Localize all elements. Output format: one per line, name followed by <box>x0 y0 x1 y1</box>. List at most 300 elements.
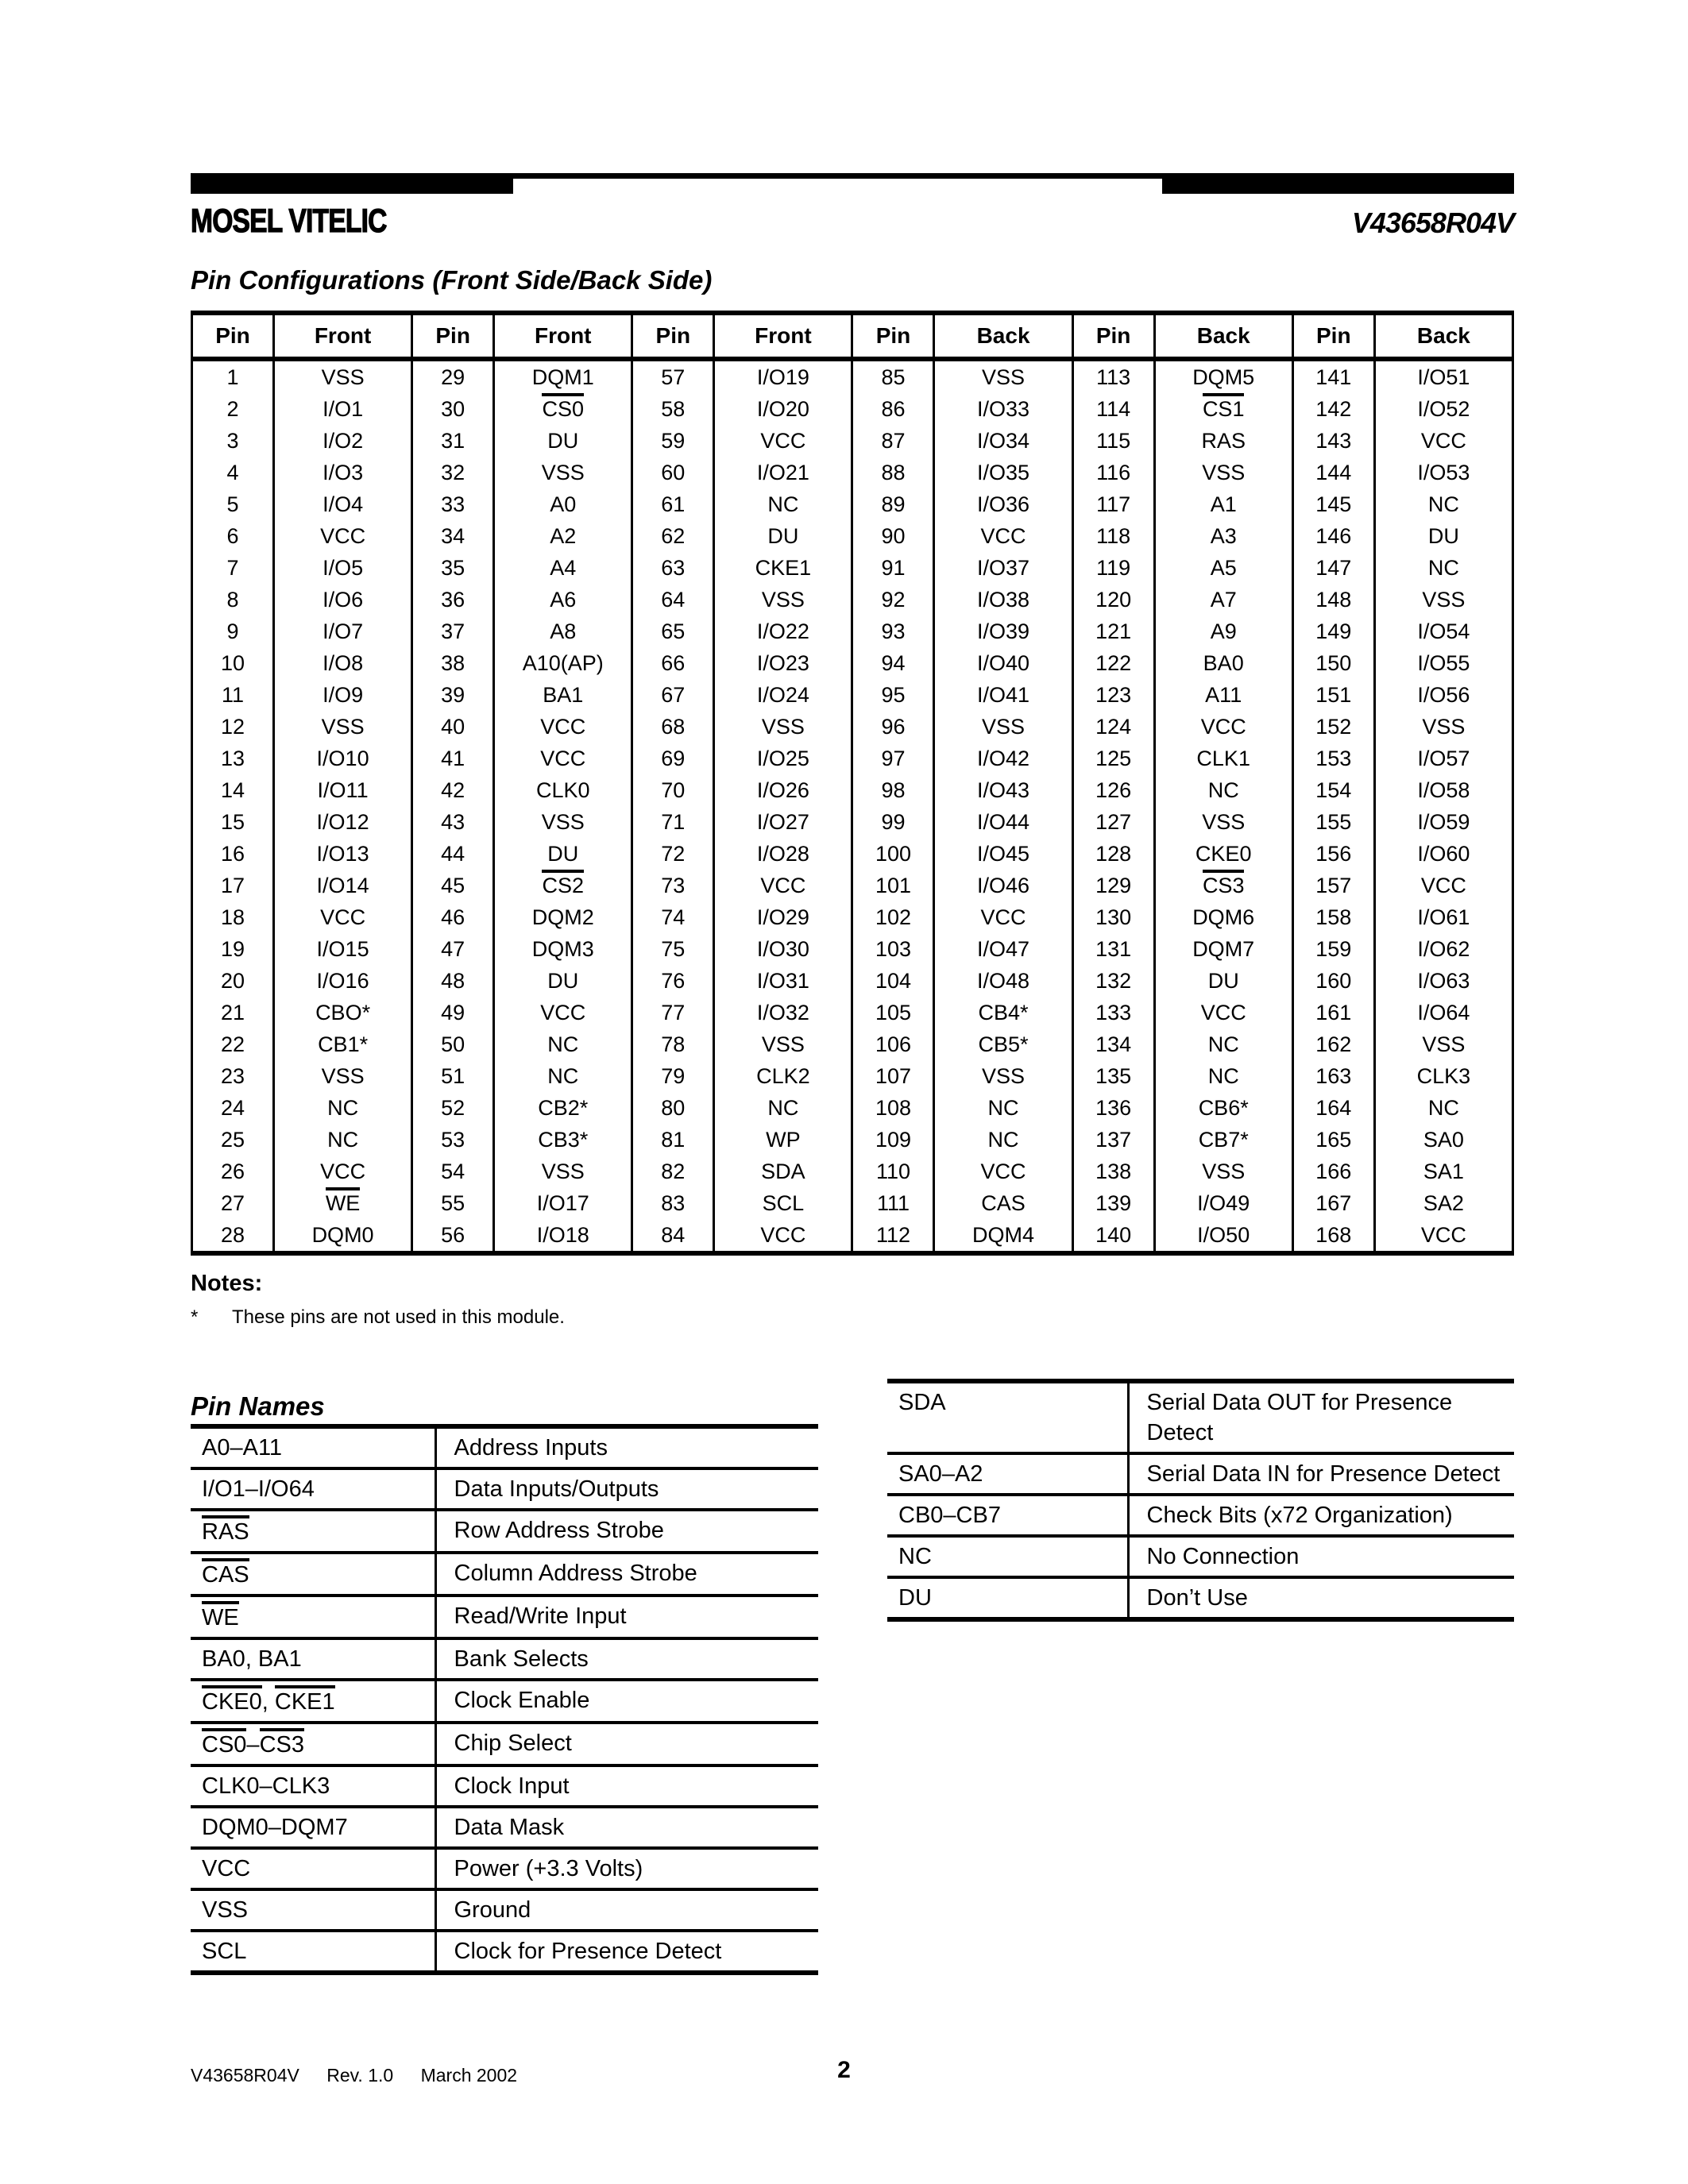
pin-number-cell: 143 <box>1292 425 1374 457</box>
pin-signal-cell: NC <box>714 488 852 520</box>
pin-number-cell: 20 <box>192 965 274 997</box>
pin-number-cell: 97 <box>852 743 934 774</box>
pin-signal-cell: DQM5 <box>1154 359 1292 393</box>
pin-number-cell: 138 <box>1072 1156 1154 1187</box>
pin-description-cell: Power (+3.3 Volts) <box>435 1848 818 1889</box>
pin-names-row <box>191 1510 818 1553</box>
pin-number-cell: 94 <box>852 647 934 679</box>
pin-signal-cell: I/O57 <box>1374 743 1512 774</box>
pin-signal-cell: NC <box>494 1060 632 1092</box>
pin-signal-cell: I/O31 <box>714 965 852 997</box>
pin-table-row <box>192 615 1513 647</box>
pin-signal-cell: A2 <box>494 520 632 552</box>
pin-number-cell: 151 <box>1292 679 1374 711</box>
pin-signal-cell: VCC <box>494 743 632 774</box>
pin-signal-cell: I/O10 <box>274 743 412 774</box>
pin-signal-cell: I/O12 <box>274 806 412 838</box>
pin-table-body <box>192 359 1513 1253</box>
pin-table-row <box>192 1124 1513 1156</box>
pin-signal-cell: RAS <box>1154 425 1292 457</box>
pin-description-cell: Clock Input <box>435 1765 818 1807</box>
pin-signal-cell: I/O42 <box>934 743 1072 774</box>
pin-number-cell: 91 <box>852 552 934 584</box>
pin-signal-cell: I/O35 <box>934 457 1072 488</box>
pin-number-cell: 108 <box>852 1092 934 1124</box>
pin-number-cell: 83 <box>632 1187 714 1219</box>
pin-signal-cell: CB6* <box>1154 1092 1292 1124</box>
pin-signal-cell: I/O19 <box>714 359 852 393</box>
pin-signal-cell: A8 <box>494 615 632 647</box>
pin-description-cell: Data Mask <box>435 1807 818 1848</box>
pin-number-cell: 137 <box>1072 1124 1154 1156</box>
pin-number-cell: 41 <box>412 743 494 774</box>
pin-signal-cell: I/O55 <box>1374 647 1512 679</box>
pin-name-cell: NC <box>887 1536 1128 1577</box>
pin-table-row <box>192 774 1513 806</box>
pin-number-cell: 102 <box>852 901 934 933</box>
pin-names-row <box>887 1495 1514 1536</box>
pin-table-row <box>192 806 1513 838</box>
pin-signal-cell: VCC <box>1374 425 1512 457</box>
pin-number-cell: 163 <box>1292 1060 1374 1092</box>
pin-table-row <box>192 1219 1513 1253</box>
top-rule-bar <box>191 173 1514 194</box>
pin-signal-cell: NC <box>1374 488 1512 520</box>
pin-number-cell: 17 <box>192 870 274 901</box>
pin-number-cell: 43 <box>412 806 494 838</box>
pin-number-cell: 23 <box>192 1060 274 1092</box>
pin-number-cell: 46 <box>412 901 494 933</box>
pin-table-row <box>192 743 1513 774</box>
pin-signal-cell: NC <box>1154 774 1292 806</box>
pin-number-cell: 66 <box>632 647 714 679</box>
pin-table-row <box>192 647 1513 679</box>
pin-number-cell: 78 <box>632 1028 714 1060</box>
pin-description-cell: Data Inputs/Outputs <box>435 1468 818 1510</box>
pin-number-cell: 39 <box>412 679 494 711</box>
pin-signal-cell: BA0 <box>1154 647 1292 679</box>
pin-description-cell: Address Inputs <box>435 1426 818 1468</box>
pin-name-cell: I/O1–I/O64 <box>191 1468 435 1510</box>
pin-number-cell: 6 <box>192 520 274 552</box>
pin-signal-cell: DQM1 <box>494 359 632 393</box>
pin-number-cell: 157 <box>1292 870 1374 901</box>
pin-number-cell: 148 <box>1292 584 1374 615</box>
pin-number-cell: 162 <box>1292 1028 1374 1060</box>
pin-signal-cell: VSS <box>714 1028 852 1060</box>
pin-signal-cell: CLK2 <box>714 1060 852 1092</box>
pin-signal-cell: I/O54 <box>1374 615 1512 647</box>
pin-signal-cell: CB7* <box>1154 1124 1292 1156</box>
pin-signal-cell: VCC <box>714 425 852 457</box>
top-rule-bar-left-segment <box>191 173 513 194</box>
pin-signal-cell: I/O44 <box>934 806 1072 838</box>
pin-signal-cell: SA0 <box>1374 1124 1512 1156</box>
pin-signal-cell: DU <box>494 838 632 870</box>
pin-table-column-header: Back <box>934 313 1072 359</box>
pin-names-row <box>887 1577 1514 1619</box>
pin-table-row <box>192 1187 1513 1219</box>
pin-names-table-right <box>887 1379 1514 1622</box>
pin-table-row <box>192 552 1513 584</box>
pin-number-cell: 120 <box>1072 584 1154 615</box>
pin-description-cell: No Connection <box>1128 1536 1514 1577</box>
pin-signal-cell: I/O5 <box>274 552 412 584</box>
pin-number-cell: 14 <box>192 774 274 806</box>
footer-doc-info <box>191 2065 539 2086</box>
pin-table-column-header: Pin <box>852 313 934 359</box>
pin-number-cell: 106 <box>852 1028 934 1060</box>
pin-number-cell: 116 <box>1072 457 1154 488</box>
pin-number-cell: 99 <box>852 806 934 838</box>
pin-number-cell: 5 <box>192 488 274 520</box>
overlined-signal: CS1 <box>1203 393 1245 420</box>
pin-signal-cell: VCC <box>274 1156 412 1187</box>
pin-number-cell: 155 <box>1292 806 1374 838</box>
pin-signal-cell: SDA <box>714 1156 852 1187</box>
overlined-signal: CS2 <box>542 870 584 897</box>
pin-number-cell: 167 <box>1292 1187 1374 1219</box>
top-rule-bar-thin-segment <box>513 173 1162 179</box>
pin-number-cell: 10 <box>192 647 274 679</box>
pin-name-cell: DU <box>887 1577 1128 1619</box>
pin-number-cell: 64 <box>632 584 714 615</box>
pin-signal-cell <box>1154 393 1292 425</box>
pin-table-column-header: Back <box>1154 313 1292 359</box>
pin-names-row <box>887 1381 1514 1453</box>
pin-number-cell: 96 <box>852 711 934 743</box>
pin-signal-cell: VSS <box>934 359 1072 393</box>
pin-signal-cell: NC <box>1374 552 1512 584</box>
pin-name-cell <box>191 1553 435 1596</box>
pin-signal-cell: A4 <box>494 552 632 584</box>
pin-signal-cell: I/O51 <box>1374 359 1512 393</box>
pin-signal-cell: VSS <box>494 806 632 838</box>
pin-names-row <box>191 1638 818 1680</box>
pin-number-cell: 93 <box>852 615 934 647</box>
pin-number-cell: 136 <box>1072 1092 1154 1124</box>
pin-names-row <box>191 1426 818 1468</box>
pin-signal-cell: DU <box>1154 965 1292 997</box>
pin-signal-cell: NC <box>1154 1060 1292 1092</box>
pin-number-cell: 122 <box>1072 647 1154 679</box>
pin-number-cell: 59 <box>632 425 714 457</box>
pin-signal-cell: I/O21 <box>714 457 852 488</box>
pin-signal-cell: VCC <box>714 1219 852 1253</box>
pin-number-cell: 53 <box>412 1124 494 1156</box>
pin-description-cell: Bank Selects <box>435 1638 818 1680</box>
pin-signal-cell: VCC <box>494 997 632 1028</box>
pin-number-cell: 30 <box>412 393 494 425</box>
pin-number-cell: 112 <box>852 1219 934 1253</box>
pin-number-cell: 32 <box>412 457 494 488</box>
pin-table-column-header: Pin <box>632 313 714 359</box>
pin-signal-cell: CBO* <box>274 997 412 1028</box>
pin-signal-cell: VCC <box>1374 870 1512 901</box>
pin-signal-cell: I/O22 <box>714 615 852 647</box>
pin-table-row <box>192 965 1513 997</box>
pin-names-row <box>191 1596 818 1638</box>
pin-signal-cell: VSS <box>1154 806 1292 838</box>
pin-signal-cell: I/O62 <box>1374 933 1512 965</box>
overlined-signal: CS0 <box>542 393 584 420</box>
pin-number-cell: 147 <box>1292 552 1374 584</box>
pin-signal-cell: I/O39 <box>934 615 1072 647</box>
pin-signal-cell: I/O38 <box>934 584 1072 615</box>
pin-table-row <box>192 1060 1513 1092</box>
pin-number-cell: 22 <box>192 1028 274 1060</box>
pin-number-cell: 33 <box>412 488 494 520</box>
pin-number-cell: 109 <box>852 1124 934 1156</box>
vendor-logo: MOSEL VITELIC <box>191 202 387 239</box>
pin-signal-cell: VSS <box>1374 1028 1512 1060</box>
pin-number-cell: 2 <box>192 393 274 425</box>
pin-number-cell: 7 <box>192 552 274 584</box>
overlined-signal: CS0 <box>202 1728 246 1757</box>
pin-name-cell: CLK0–CLK3 <box>191 1765 435 1807</box>
pin-signal-cell: VSS <box>274 1060 412 1092</box>
pin-number-cell: 76 <box>632 965 714 997</box>
pin-number-cell: 38 <box>412 647 494 679</box>
pin-signal-cell: VSS <box>1154 1156 1292 1187</box>
pin-number-cell: 49 <box>412 997 494 1028</box>
pin-number-cell: 141 <box>1292 359 1374 393</box>
pin-signal-cell: I/O28 <box>714 838 852 870</box>
pin-number-cell: 123 <box>1072 679 1154 711</box>
pin-number-cell: 87 <box>852 425 934 457</box>
pin-number-cell: 73 <box>632 870 714 901</box>
pin-number-cell: 159 <box>1292 933 1374 965</box>
pin-name-cell: BA0, BA1 <box>191 1638 435 1680</box>
overlined-signal: CKE1 <box>275 1685 335 1714</box>
pin-number-cell: 164 <box>1292 1092 1374 1124</box>
pin-signal-cell: NC <box>934 1092 1072 1124</box>
pin-number-cell: 24 <box>192 1092 274 1124</box>
pin-signal-cell: I/O60 <box>1374 838 1512 870</box>
pin-number-cell: 105 <box>852 997 934 1028</box>
pin-table-row <box>192 997 1513 1028</box>
pin-names-row <box>191 1723 818 1765</box>
pin-number-cell: 62 <box>632 520 714 552</box>
pin-signal-cell: I/O34 <box>934 425 1072 457</box>
pin-signal-cell: CAS <box>934 1187 1072 1219</box>
pin-name-cell: SDA <box>887 1381 1128 1453</box>
pin-signal-cell: A0 <box>494 488 632 520</box>
pin-number-cell: 79 <box>632 1060 714 1092</box>
pin-signal-cell: I/O56 <box>1374 679 1512 711</box>
pin-number-cell: 154 <box>1292 774 1374 806</box>
pin-table-column-header: Back <box>1374 313 1512 359</box>
notes-section <box>191 1271 1144 1329</box>
pin-table-column-header: Front <box>714 313 852 359</box>
pin-number-cell: 124 <box>1072 711 1154 743</box>
pin-signal-cell: VCC <box>1154 711 1292 743</box>
pin-number-cell: 55 <box>412 1187 494 1219</box>
pin-signal-cell <box>274 1187 412 1219</box>
pin-table-row <box>192 838 1513 870</box>
pin-description-cell: Column Address Strobe <box>435 1553 818 1596</box>
pin-signal-cell: I/O7 <box>274 615 412 647</box>
pin-signal-cell: I/O45 <box>934 838 1072 870</box>
notes-title: Notes: <box>191 1271 263 1296</box>
pin-signal-cell: NC <box>494 1028 632 1060</box>
pin-signal-cell: VSS <box>1374 711 1512 743</box>
pin-number-cell: 75 <box>632 933 714 965</box>
pin-description-cell: Ground <box>435 1889 818 1931</box>
pin-signal-cell: A10(AP) <box>494 647 632 679</box>
pin-number-cell: 27 <box>192 1187 274 1219</box>
pin-name-cell: VSS <box>191 1889 435 1931</box>
pin-number-cell: 166 <box>1292 1156 1374 1187</box>
section-title: Pin Configurations (Front Side/Back Side) <box>191 265 713 295</box>
overlined-signal: CS3 <box>260 1728 304 1757</box>
pin-number-cell: 12 <box>192 711 274 743</box>
pin-number-cell: 130 <box>1072 901 1154 933</box>
pin-number-cell: 40 <box>412 711 494 743</box>
pin-signal-cell: I/O13 <box>274 838 412 870</box>
pin-signal-cell: A11 <box>1154 679 1292 711</box>
pin-number-cell: 13 <box>192 743 274 774</box>
pin-names-row <box>191 1848 818 1889</box>
pin-number-cell: 119 <box>1072 552 1154 584</box>
pin-number-cell: 1 <box>192 359 274 393</box>
pin-signal-cell: VSS <box>714 711 852 743</box>
pin-number-cell: 131 <box>1072 933 1154 965</box>
pin-number-cell: 114 <box>1072 393 1154 425</box>
pin-signal-cell <box>494 393 632 425</box>
pin-signal-cell: I/O17 <box>494 1187 632 1219</box>
pin-table-column-header: Pin <box>192 313 274 359</box>
pin-number-cell: 72 <box>632 838 714 870</box>
pin-number-cell: 92 <box>852 584 934 615</box>
pin-names-row <box>191 1553 818 1596</box>
pin-names-title: Pin Names <box>191 1391 325 1421</box>
pin-number-cell: 65 <box>632 615 714 647</box>
pin-signal-cell: VSS <box>1154 457 1292 488</box>
pin-signal-cell: VCC <box>934 1156 1072 1187</box>
pin-signal-cell: VCC <box>934 520 1072 552</box>
pin-signal-cell: A6 <box>494 584 632 615</box>
pin-description-cell: Serial Data OUT for Presence Detect <box>1128 1381 1514 1453</box>
pin-number-cell: 26 <box>192 1156 274 1187</box>
pin-signal-cell: I/O63 <box>1374 965 1512 997</box>
pin-signal-cell: I/O26 <box>714 774 852 806</box>
pin-number-cell: 95 <box>852 679 934 711</box>
pin-number-cell: 160 <box>1292 965 1374 997</box>
pin-number-cell: 9 <box>192 615 274 647</box>
pin-signal-cell: VCC <box>934 901 1072 933</box>
pin-description-cell: Chip Select <box>435 1723 818 1765</box>
pin-description-cell: Clock for Presence Detect <box>435 1931 818 1973</box>
pin-signal-cell: VCC <box>494 711 632 743</box>
pin-description-cell: Serial Data IN for Presence Detect <box>1128 1453 1514 1495</box>
pin-number-cell: 63 <box>632 552 714 584</box>
pin-number-cell: 68 <box>632 711 714 743</box>
pin-number-cell: 156 <box>1292 838 1374 870</box>
pin-number-cell: 90 <box>852 520 934 552</box>
pin-signal-cell: CB2* <box>494 1092 632 1124</box>
pin-number-cell: 44 <box>412 838 494 870</box>
pin-number-cell: 150 <box>1292 647 1374 679</box>
pin-number-cell: 132 <box>1072 965 1154 997</box>
pin-signal-cell: I/O23 <box>714 647 852 679</box>
pin-number-cell: 48 <box>412 965 494 997</box>
pin-name-cell: CKE0, CKE1 <box>191 1680 435 1723</box>
pin-number-cell: 51 <box>412 1060 494 1092</box>
part-number: V43658R04V <box>1351 206 1514 239</box>
pin-number-cell: 11 <box>192 679 274 711</box>
pin-name-cell <box>191 1596 435 1638</box>
pin-number-cell: 161 <box>1292 997 1374 1028</box>
pin-signal-cell: VSS <box>494 457 632 488</box>
pin-signal-cell: DQM0 <box>274 1219 412 1253</box>
pin-number-cell: 57 <box>632 359 714 393</box>
pin-signal-cell: SA1 <box>1374 1156 1512 1187</box>
pin-number-cell: 146 <box>1292 520 1374 552</box>
pin-number-cell: 18 <box>192 901 274 933</box>
pin-signal-cell: CLK3 <box>1374 1060 1512 1092</box>
pin-number-cell: 45 <box>412 870 494 901</box>
pin-number-cell: 16 <box>192 838 274 870</box>
pin-signal-cell: BA1 <box>494 679 632 711</box>
pin-number-cell: 50 <box>412 1028 494 1060</box>
note-marker: * <box>191 1306 199 1328</box>
pin-table-row <box>192 679 1513 711</box>
page-number: 2 <box>837 2057 851 2083</box>
pin-signal-cell: CKE1 <box>714 552 852 584</box>
pin-signal-cell: I/O52 <box>1374 393 1512 425</box>
overlined-signal: WE <box>326 1187 361 1214</box>
pin-number-cell: 85 <box>852 359 934 393</box>
overlined-signal: CAS <box>202 1558 249 1587</box>
pin-signal-cell: I/O53 <box>1374 457 1512 488</box>
pin-signal-cell: DQM6 <box>1154 901 1292 933</box>
pin-signal-cell: A9 <box>1154 615 1292 647</box>
pin-table-row <box>192 1156 1513 1187</box>
pin-table-column-header: Front <box>494 313 632 359</box>
pin-signal-cell: NC <box>274 1092 412 1124</box>
pin-signal-cell: I/O48 <box>934 965 1072 997</box>
pin-signal-cell: I/O20 <box>714 393 852 425</box>
pin-number-cell: 110 <box>852 1156 934 1187</box>
pin-table-column-header: Front <box>274 313 412 359</box>
pin-number-cell: 158 <box>1292 901 1374 933</box>
pin-signal-cell: I/O14 <box>274 870 412 901</box>
pin-number-cell: 35 <box>412 552 494 584</box>
pin-signal-cell: CB1* <box>274 1028 412 1060</box>
overlined-signal: CKE0 <box>202 1685 262 1714</box>
pin-number-cell: 104 <box>852 965 934 997</box>
pin-signal-cell: A5 <box>1154 552 1292 584</box>
pin-signal-cell: NC <box>1154 1028 1292 1060</box>
pin-names-row <box>191 1468 818 1510</box>
pin-number-cell: 165 <box>1292 1124 1374 1156</box>
pin-signal-cell: I/O24 <box>714 679 852 711</box>
pin-number-cell: 118 <box>1072 520 1154 552</box>
pin-signal-cell: I/O15 <box>274 933 412 965</box>
pin-names-table-left <box>191 1424 818 1975</box>
pin-signal-cell <box>494 870 632 901</box>
pin-number-cell: 77 <box>632 997 714 1028</box>
pin-signal-cell: I/O29 <box>714 901 852 933</box>
pin-signal-cell: DU <box>494 425 632 457</box>
pin-signal-cell: VSS <box>934 711 1072 743</box>
pin-signal-cell: I/O30 <box>714 933 852 965</box>
pin-number-cell: 149 <box>1292 615 1374 647</box>
pin-name-cell: SCL <box>191 1931 435 1973</box>
pin-signal-cell: I/O37 <box>934 552 1072 584</box>
pin-name-cell: VCC <box>191 1848 435 1889</box>
